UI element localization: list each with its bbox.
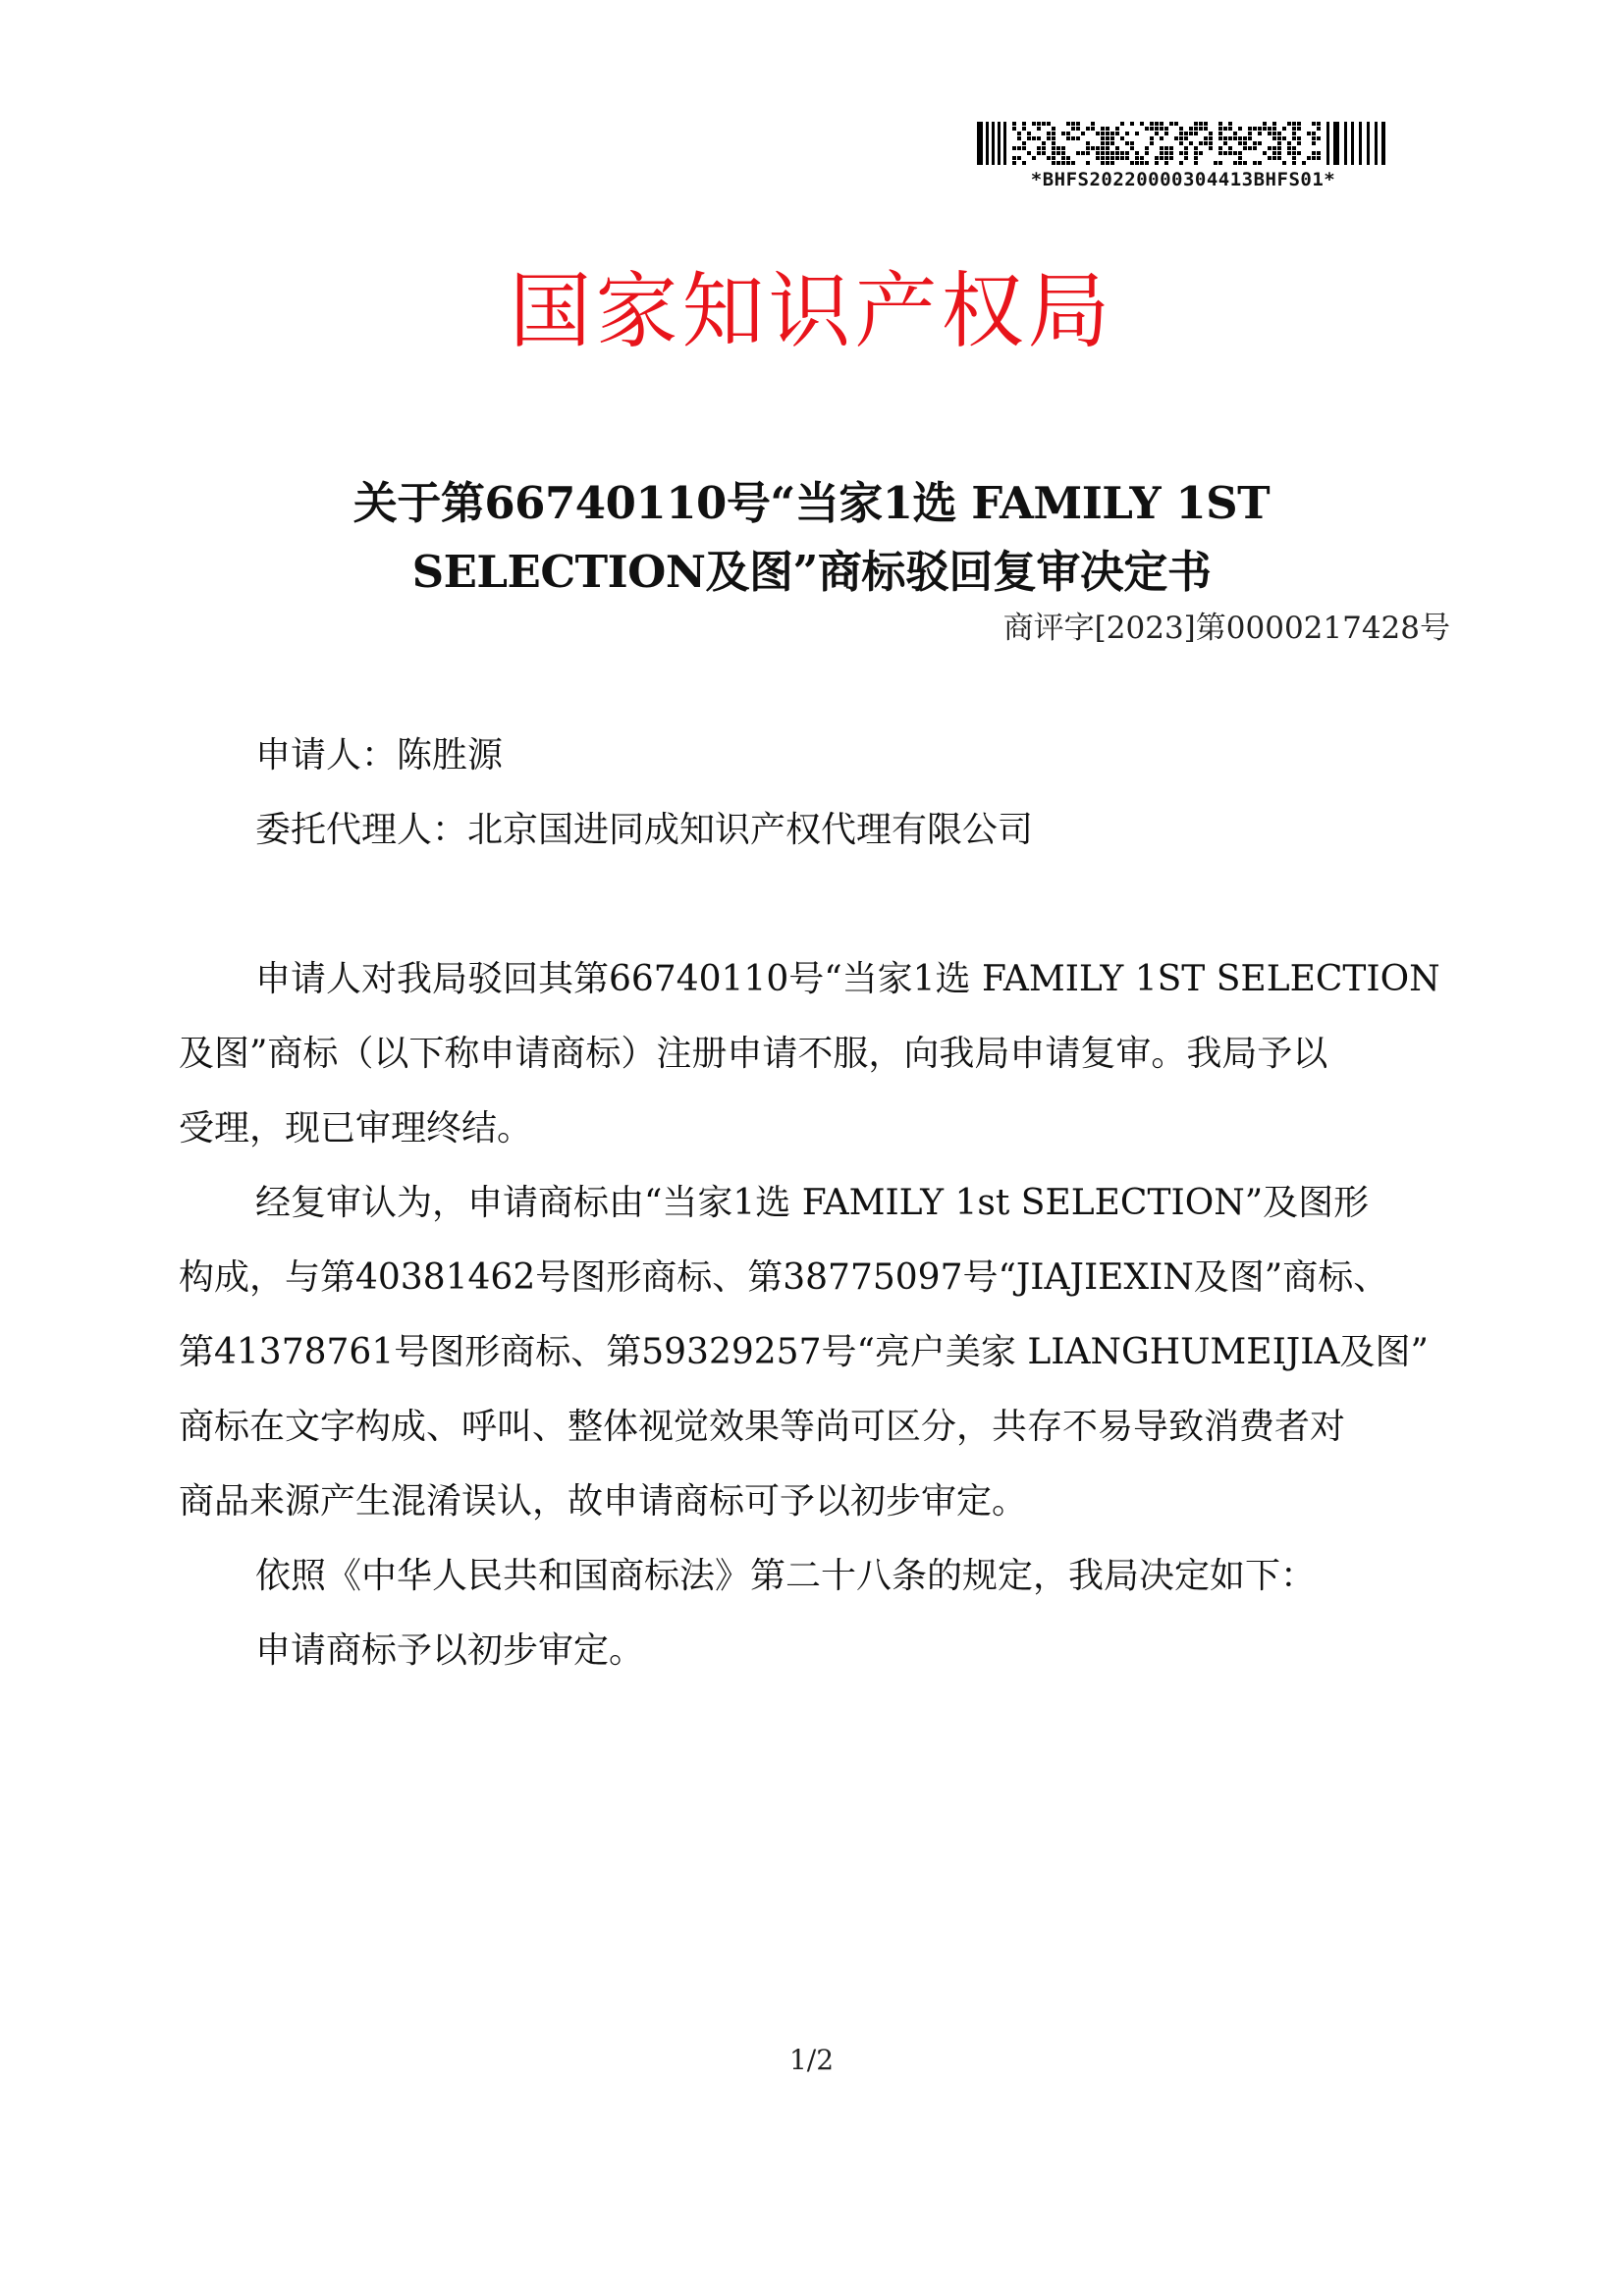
body-line: 受理，现已审理终结。 — [179, 1108, 533, 1148]
document-title-line-1: 关于第66740110号“当家1选 FAMILY 1ST — [352, 477, 1271, 529]
body-line: 商标在文字构成、呼叫、整体视觉效果等尚可区分，共存不易导致消费者对 — [179, 1407, 1346, 1447]
body-line: 申请商标予以初步审定。 — [255, 1630, 645, 1671]
body-line: 商品来源产生混淆误认，故申请商标可予以初步审定。 — [179, 1481, 1028, 1522]
body-line: 构成，与第40381462号图形商标、第38775097号“JIAJIEXIN及图”商标、 — [179, 1257, 1389, 1298]
document-number: 商评字[2023]第0000217428号 — [1002, 611, 1450, 646]
applicant-line: 申请人：陈胜源 — [255, 735, 504, 775]
page-number: 1/2 — [788, 2044, 835, 2076]
body-line: 申请人对我局驳回其第66740110号“当家1选 FAMILY 1ST SELECTION — [255, 959, 1440, 999]
agency-name: 国家知识产权局 — [509, 263, 1114, 359]
body-line: 依照《中华人民共和国商标法》第二十八条的规定，我局决定如下： — [255, 1556, 1317, 1596]
document-title-line-2: SELECTION及图”商标驳回复审决定书 — [411, 546, 1212, 598]
barcode-image — [977, 122, 1385, 165]
body-line: 经复审认为，申请商标由“当家1选 FAMILY 1st SELECTION”及图形 — [255, 1183, 1370, 1223]
body-line: 及图”商标（以下称申请商标）注册申请不服，向我局申请复审。我局予以 — [179, 1034, 1328, 1074]
body-line: 第41378761号图形商标、第59329257号“亮户美家 LIANGHUMEIJIA及图” — [179, 1332, 1429, 1372]
agent-line: 委托代理人：北京国进同成知识产权代理有限公司 — [255, 810, 1034, 850]
barcode-code-text: *BHFS20220000304413BHFS01* — [1030, 169, 1336, 190]
